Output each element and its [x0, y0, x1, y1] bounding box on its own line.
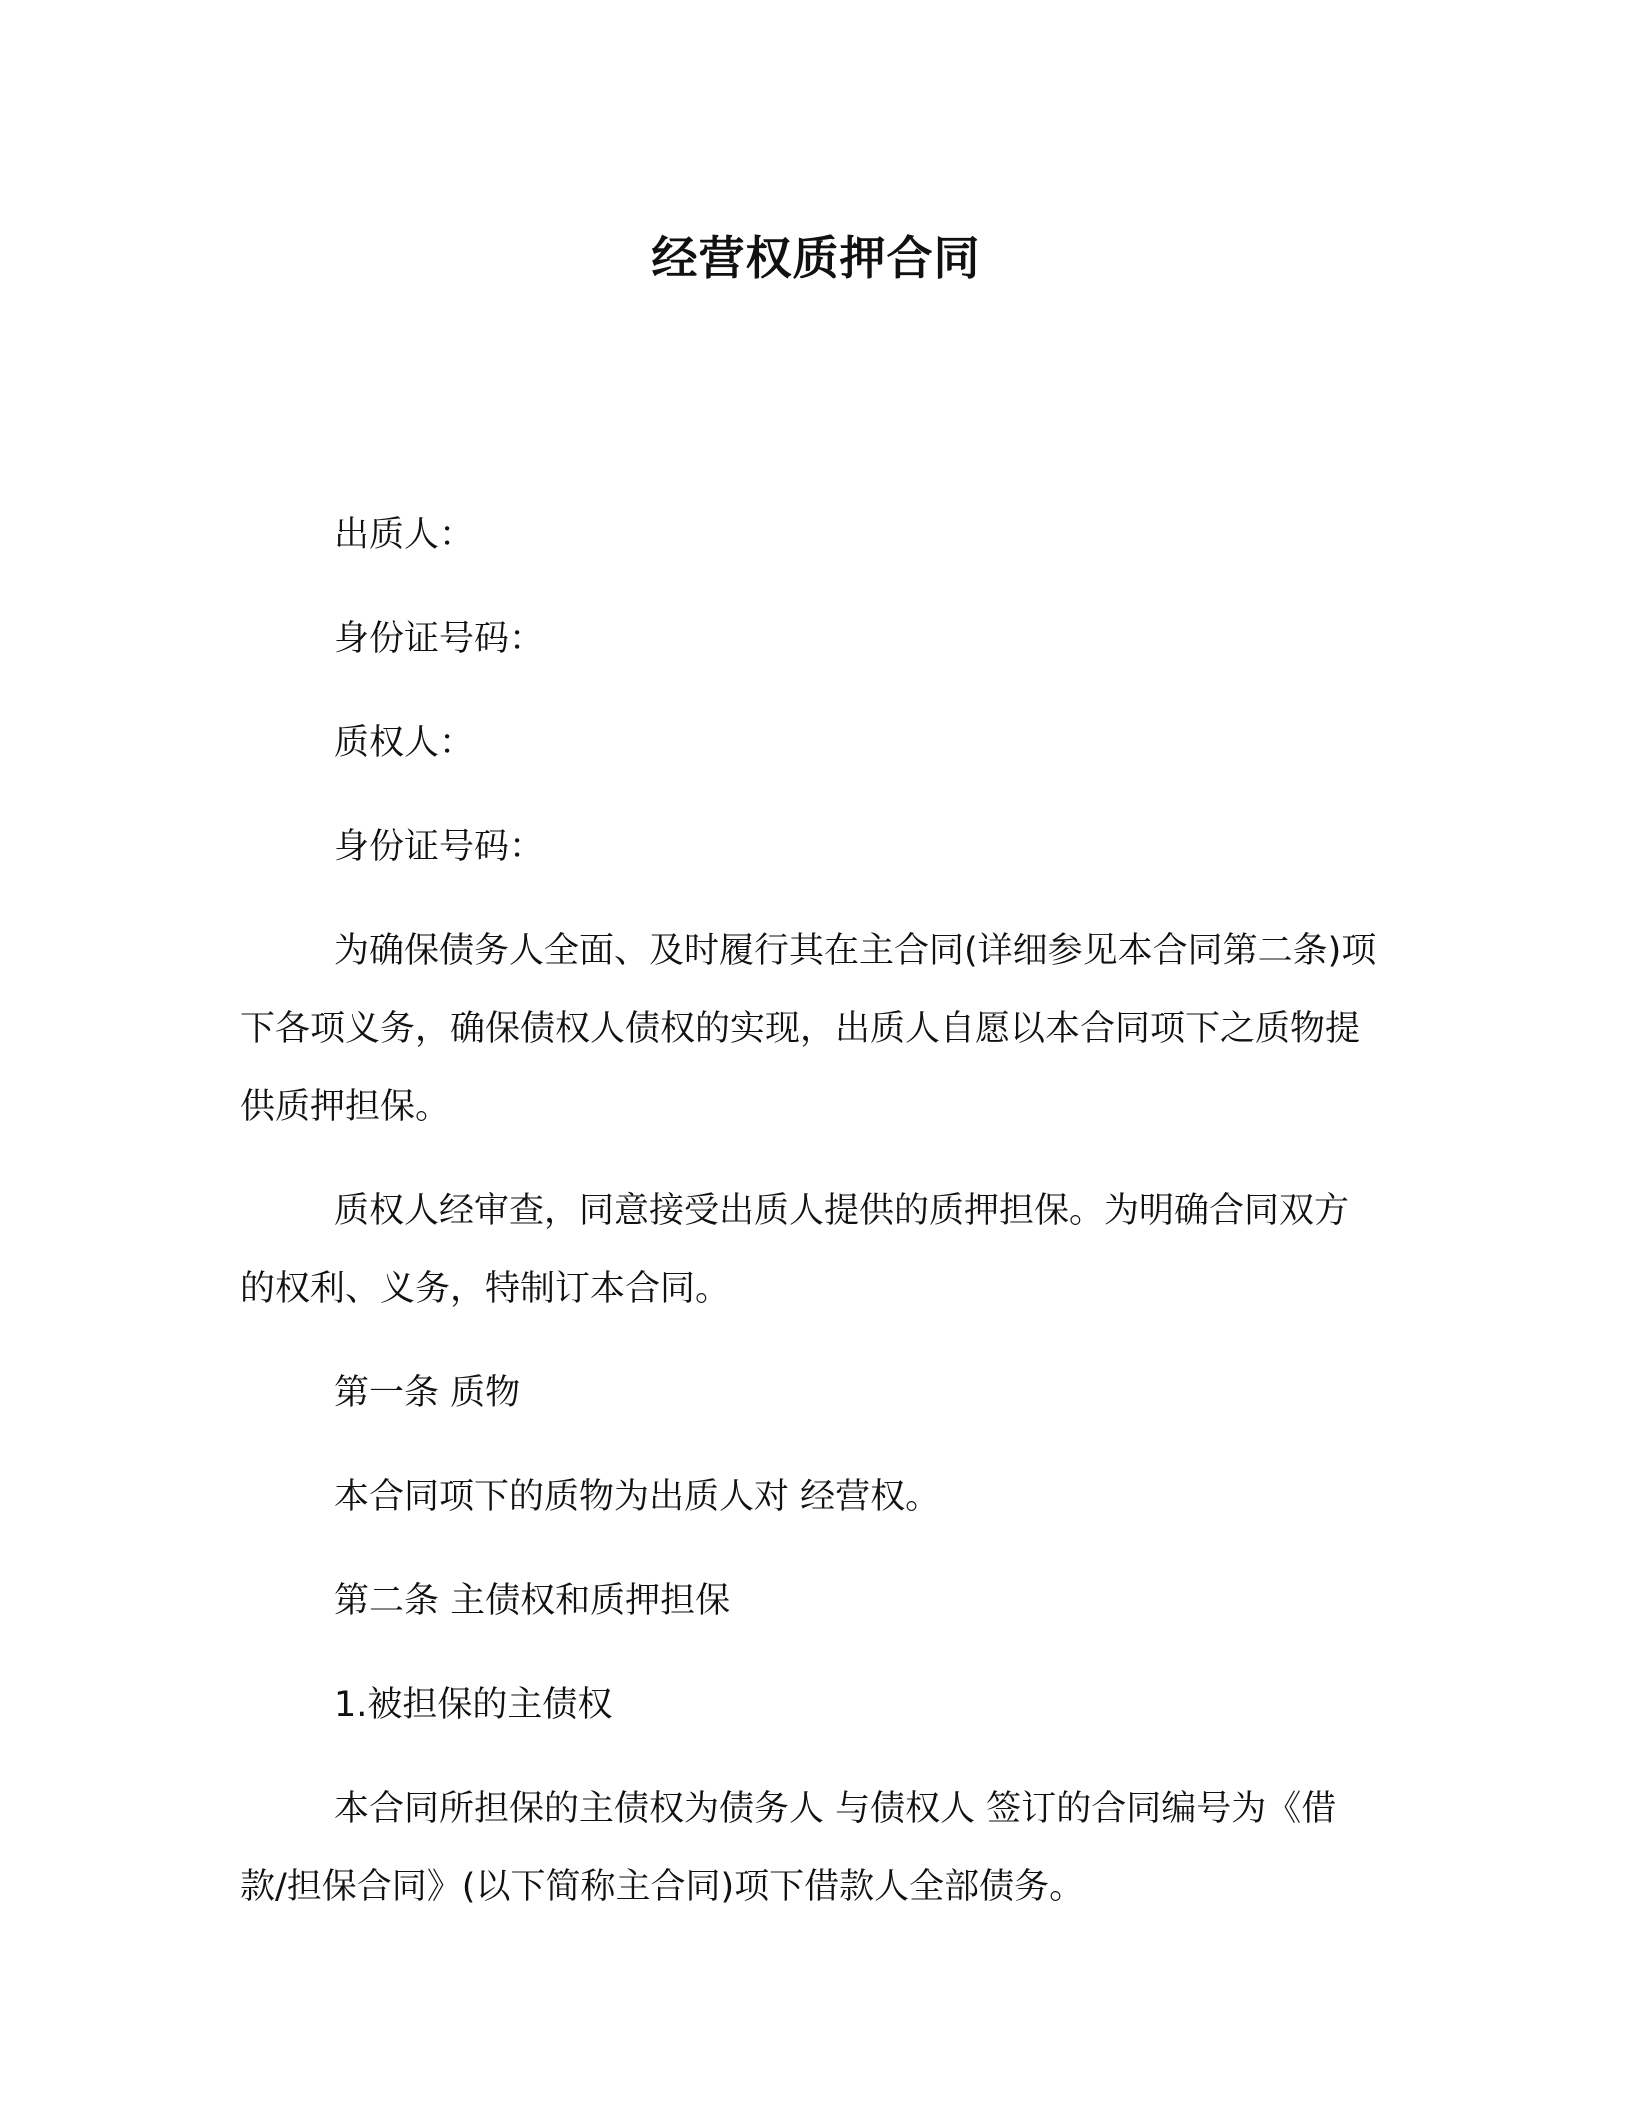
article-2-subheading: 1.被担保的主债权	[334, 1685, 613, 1725]
document-title: 经营权质押合同	[651, 231, 981, 285]
purpose-paragraph: 为确保债务人全面、及时履行其在主合同(详细参见本合同第二条)项下各项义务，确保债权人债权的实现，出质人自愿以本合同项下之质物提供质押担保。	[240, 931, 1377, 1127]
pledgee-id-line: 身份证号码：	[334, 827, 545, 867]
document-body	[240, 496, 1380, 1926]
article-1-body: 本合同项下的质物为出质人对 经营权。	[334, 1477, 941, 1517]
agreement-paragraph: 质权人经审查，同意接受出质人提供的质押担保。为明确合同双方的权利、义务，特制订本合同。	[240, 1191, 1350, 1309]
article-2-heading: 第二条 主债权和质押担保	[334, 1581, 731, 1621]
pledgor-line: 出质人：	[334, 515, 475, 555]
article-2-body: 本合同所担保的主债权为债务人 与债权人 签订的合同编号为《借款/担保合同》(以下简称主合同)项下借款人全部债务。	[240, 1789, 1337, 1907]
pledgor-id-line: 身份证号码：	[334, 619, 545, 659]
article-1-heading: 第一条 质物	[334, 1373, 521, 1413]
pledgee-line: 质权人：	[334, 723, 475, 763]
